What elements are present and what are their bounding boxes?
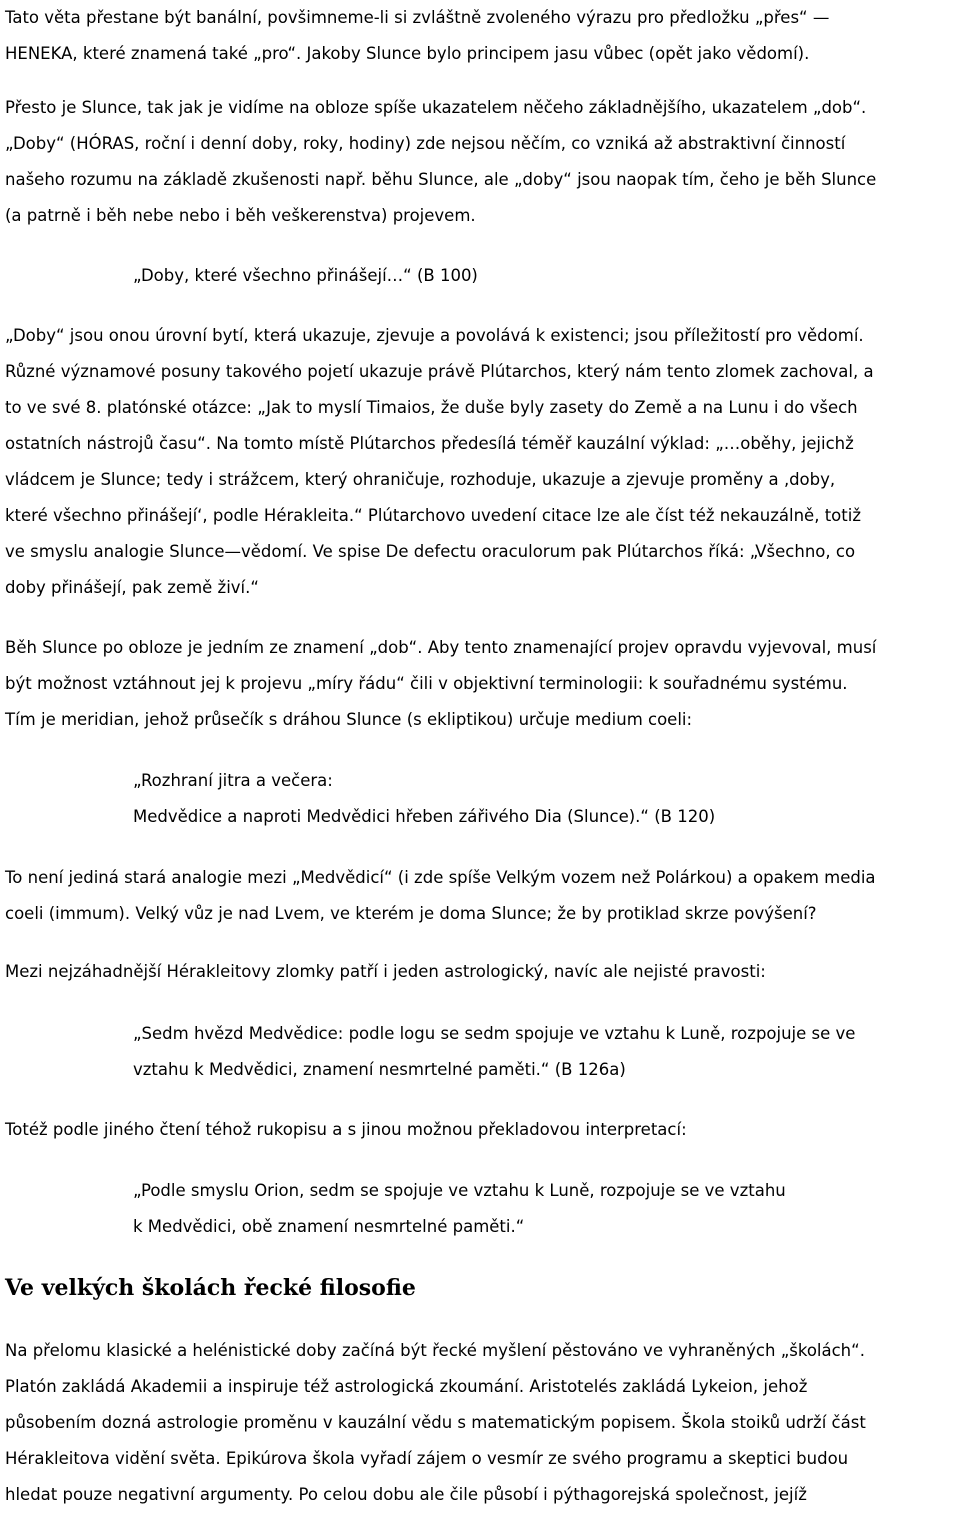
quote-line: „Doby, které všechno přinášejí…“ (B 100): [133, 266, 478, 285]
quote-b120: [133, 763, 953, 835]
paragraph-doby: [5, 318, 955, 606]
text-line: působením dozná astrologie proměnu v kauzální vědu s matematickým popisem. Škola stoiků udrží část: [5, 1413, 866, 1432]
paragraph-intro: [5, 0, 955, 72]
text-line: doby přinášejí, pak země živí.“: [5, 578, 259, 597]
text-line: To není jediná stará analogie mezi „Medvědicí“ (i zde spíše Velkým vozem než Polárkou) a opakem media: [5, 868, 876, 887]
paragraph-skoly: [5, 1333, 955, 1513]
text-line: Tato věta přestane být banální, povšimneme-li si zvláštně zvoleného výrazu pro předložku „přes“ —: [5, 8, 830, 27]
text-line: Hérakleitova vidění světa. Epikúrova škola vyřadí zájem o vesmír ze svého programu a skeptici budou: [5, 1449, 849, 1468]
quote-line: k Medvědici, obě znamení nesmrtelné paměti.“: [133, 1217, 525, 1236]
quote-line: „Rozhraní jitra a večera:: [133, 771, 333, 790]
quote-b126a: [133, 1016, 953, 1088]
quote-line: „Sedm hvězd Medvědice: podle logu se sedm spojuje ve vztahu k Luně, rozpojuje se ve: [133, 1024, 856, 1043]
paragraph-zlomky: [5, 954, 955, 990]
text-line: Platón zakládá Akademii a inspiruje též astrologická zkoumání. Aristotelés zakládá Lykeion, jehož: [5, 1377, 808, 1396]
text-line: coeli (immum). Velký vůz je nad Lvem, ve kterém je doma Slunce; že by protiklad skrze povýšení?: [5, 904, 817, 923]
text-line: to ve své 8. platónské otázce: „Jak to myslí Timaios, že duše byly zasety do Země a na Lunu i do všech: [5, 398, 858, 417]
text-line: které všechno přinášejí‘, podle Hérakleita.“ Plútarchovo uvedení citace lze ale číst též nekauzálně, totiž: [5, 506, 861, 525]
section-heading: Ve velkých školách řecké filosofie: [5, 1275, 416, 1301]
text-line: Na přelomu klasické a helénistické doby začíná být řecké myšlení pěstováno ve vyhraněných „školách“.: [5, 1341, 865, 1360]
paragraph-medvedice: [5, 860, 955, 932]
quote-line: vztahu k Medvědici, znamení nesmrtelné paměti.“ (B 126a): [133, 1060, 626, 1079]
text-line: být možnost vztáhnout jej k projevu „míry řádu“ čili v objektivní terminologii: k souřadnému systému.: [5, 674, 848, 693]
text-line: Běh Slunce po obloze je jedním ze znamení „dob“. Aby tento znamenající projev opravdu vyjevoval, musí: [5, 638, 877, 657]
quote-line: „Podle smyslu Orion, sedm se spojuje ve vztahu k Luně, rozpojuje se ve vztahu: [133, 1181, 786, 1200]
text-line: našeho rozumu na základě zkušenosti např. běhu Slunce, ale „doby“ jsou naopak tím, čeho je běh Slunce: [5, 170, 877, 189]
text-line: Přesto je Slunce, tak jak je vidíme na obloze spíše ukazatelem něčeho základnějšího, ukazatelem „dob“.: [5, 98, 867, 117]
quote-orion: [133, 1173, 953, 1245]
text-line: hledat pouze negativní argumenty. Po celou dobu ale čile působí i pýthagorejská společnost, jejíž: [5, 1485, 807, 1504]
text-line: Mezi nejzáhadnější Hérakleitovy zlomky patří i jeden astrologický, navíc ale nejisté pravosti:: [5, 962, 766, 981]
text-line: vládcem je Slunce; tedy i strážcem, který ohraničuje, rozhoduje, ukazuje a zjevuje proměny a ‚doby,: [5, 470, 836, 489]
quote-b100: [133, 258, 953, 294]
text-line: „Doby“ jsou onou úrovní bytí, která ukazuje, zjevuje a povolává k existenci; jsou příležitostí pro vědomí.: [5, 326, 864, 345]
text-line: (a patrně i běh nebe nebo i běh veškerenstva) projevem.: [5, 206, 476, 225]
paragraph-totez: [5, 1112, 955, 1148]
paragraph-slunce: [5, 90, 955, 234]
text-line: HENEKA, které znamená také „pro“. Jakoby Slunce bylo principem jasu vůbec (opět jako vědomí).: [5, 44, 810, 63]
text-line: Tím je meridian, jehož průsečík s dráhou Slunce (s ekliptikou) určuje medium coeli:: [5, 710, 693, 729]
text-line: ve smyslu analogie Slunce—vědomí. Ve spise De defectu oraculorum pak Plútarchos říká: „Všechno, co: [5, 542, 856, 561]
text-line: Totéž podle jiného čtení téhož rukopisu a s jinou možnou překladovou interpretací:: [5, 1120, 687, 1139]
quote-line: Medvědice a naproti Medvědici hřeben zářivého Dia (Slunce).“ (B 120): [133, 807, 716, 826]
text-line: ostatních nástrojů času“. Na tomto místě Plútarchos předesílá téměř kauzální výklad: „…oběhy, jejichž: [5, 434, 854, 453]
text-line: Různé významové posuny takového pojetí ukazuje právě Plútarchos, který nám tento zlomek zachoval, a: [5, 362, 874, 381]
text-line: „Doby“ (HÓRAS, roční i denní doby, roky, hodiny) zde nejsou něčím, co vzniká až abstraktivní činností: [5, 134, 846, 153]
paragraph-beh-slunce: [5, 630, 955, 738]
